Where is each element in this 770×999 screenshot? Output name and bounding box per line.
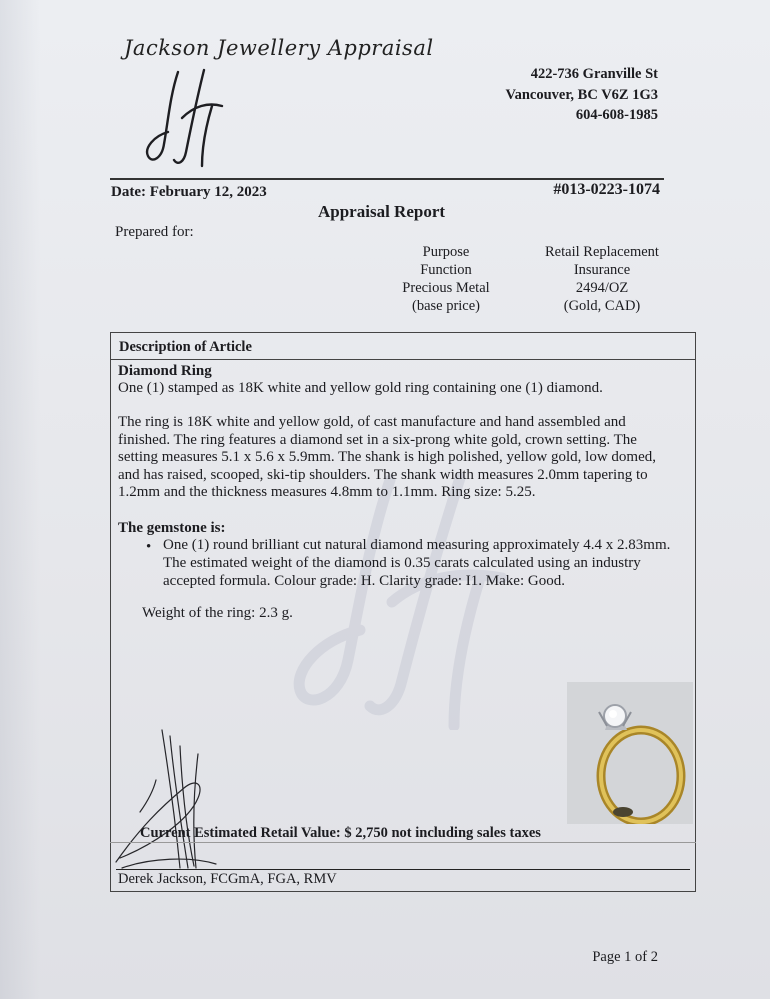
item-title: Diamond Ring bbox=[118, 363, 212, 379]
description-heading: Description of Article bbox=[119, 339, 252, 355]
header-divider bbox=[110, 178, 664, 180]
report-title: Appraisal Report bbox=[318, 202, 446, 221]
detail-value-function: Insurance bbox=[573, 262, 631, 278]
jj-logo-icon bbox=[142, 66, 238, 170]
report-number: #013-0223-1074 bbox=[553, 181, 660, 198]
ring-photo bbox=[567, 682, 693, 824]
detail-value-base-price: (Gold, CAD) bbox=[563, 298, 641, 314]
gemstone-details: One (1) round brilliant cut natural diamond measuring approximately 4.4 x 2.83mm. The estimated weight of the diamond is 0.35 carats calculated using an industry accepted formula. Colour grade: H. Clarity grade: I1. Make: Good. bbox=[163, 537, 671, 589]
detail-label-purpose: Purpose bbox=[422, 244, 470, 260]
address-city: Vancouver, BC V6Z 1G3 bbox=[505, 86, 658, 103]
page-shadow bbox=[0, 0, 40, 999]
page-number: Page 1 of 2 bbox=[592, 949, 658, 965]
address-street: 422-736 Granville St bbox=[530, 66, 658, 82]
ring-weight: Weight of the ring: 2.3 g. bbox=[142, 605, 293, 621]
detail-label-function: Function bbox=[420, 262, 472, 278]
signature-scribble bbox=[110, 728, 220, 874]
gemstone-heading: The gemstone is: bbox=[118, 520, 226, 536]
detail-value-purpose: Retail Replacement bbox=[545, 244, 659, 260]
detail-label-base-price: (base price) bbox=[411, 298, 481, 314]
appraiser-name: Derek Jackson, FCGmA, FGA, RMV bbox=[118, 871, 337, 887]
company-address bbox=[505, 64, 658, 126]
item-summary: One (1) stamped as 18K white and yellow gold ring containing one (1) diamond. bbox=[118, 380, 603, 396]
prepared-for-label: Prepared for: bbox=[115, 224, 194, 240]
estimated-retail-value: Current Estimated Retail Value: $ 2,750 not including sales taxes bbox=[140, 825, 541, 841]
detail-value-metal: 2494/OZ bbox=[575, 280, 629, 296]
brand-name: Jackson Jewellery Appraisal bbox=[124, 36, 434, 60]
value-divider bbox=[110, 842, 696, 843]
item-description: The ring is 18K white and yellow gold, of cast manufacture and hand assembled and finished. The ring features a diamond set in a six-prong white gold, crown setting. The setting measures 5.1 x 5.6 x 5.9mm. The shank is high polished, yellow gold, low domed, and has raised, scooped, ski-tip shoulders. The shank width measures 2.0mm tapering to 1.2mm and the thickness measures 4.8mm to 1.1mm. Ring size: 5.25. bbox=[118, 414, 657, 500]
detail-label-metal: Precious Metal bbox=[402, 280, 490, 296]
report-date: Date: February 12, 2023 bbox=[111, 184, 267, 200]
company-phone: 604-608-1985 bbox=[575, 107, 658, 123]
bullet-icon: • bbox=[146, 539, 152, 555]
signature-line bbox=[116, 869, 690, 870]
